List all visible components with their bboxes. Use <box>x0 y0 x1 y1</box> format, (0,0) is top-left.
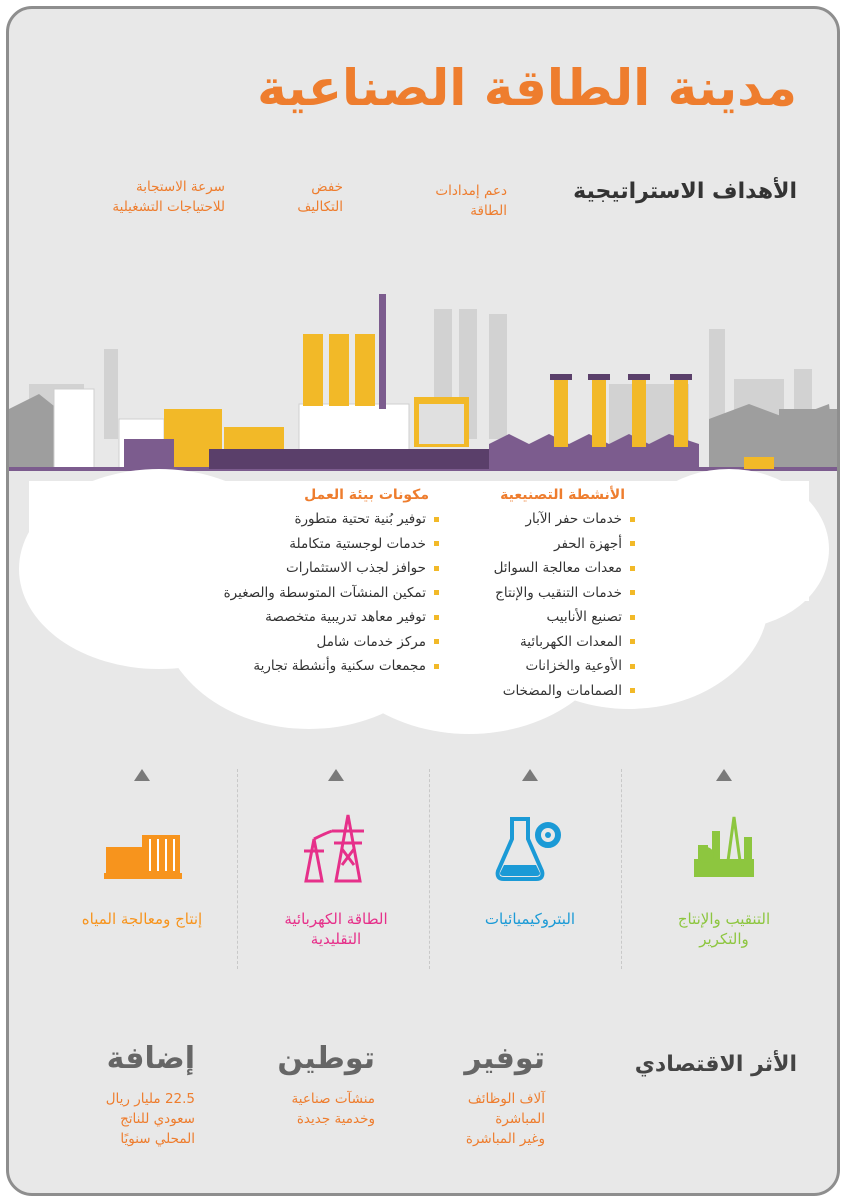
sector-label: إنتاج ومعالجة المياه <box>81 910 203 928</box>
page-title: مدينة الطاقة الصناعية <box>257 59 797 117</box>
bullet-icon <box>630 566 635 571</box>
bullet-icon <box>630 590 635 595</box>
refinery-icon <box>684 809 764 889</box>
impact-desc: منشآت صناعية وخدمية جديدة <box>291 1091 375 1127</box>
bullet-icon <box>630 541 635 546</box>
bullet-icon <box>630 615 635 620</box>
bullet-icon <box>630 664 635 669</box>
sector-label: الطاقة الكهربائية التقليدية <box>284 910 388 948</box>
bullet-icon <box>434 517 439 522</box>
bullet-icon <box>630 517 635 522</box>
list-item: خدمات لوجستية متكاملة <box>224 532 439 557</box>
bullet-icon <box>434 541 439 546</box>
impact-title: توفير <box>464 1041 545 1076</box>
impact-heading: الأثر الاقتصادي <box>634 1052 797 1077</box>
goal-line: التكاليف <box>297 199 343 215</box>
manufacturing-heading: الأنشطة التصنيعية <box>500 487 625 503</box>
sector-exploration <box>629 769 819 969</box>
list-item: تصنيع الأنابيب <box>494 605 635 630</box>
bullet-icon <box>630 688 635 693</box>
list-item: تمكين المنشآت المتوسطة والصغيرة <box>224 581 439 606</box>
list-item: مجمعات سكنية وأنشطة تجارية <box>224 654 439 679</box>
goal-line: دعم إمدادات <box>435 183 507 199</box>
environment-list <box>224 507 439 679</box>
power-tower-icon <box>296 809 376 889</box>
bullet-icon <box>630 639 635 644</box>
flask-gear-icon <box>490 809 570 889</box>
water-tank-icon <box>102 809 182 889</box>
environment-heading: مكونات بيئة العمل <box>304 487 429 503</box>
bullet-icon <box>434 664 439 669</box>
list-item: خدمات حفر الآبار <box>494 507 635 532</box>
goal-line: الطاقة <box>470 203 507 219</box>
sector-label: التنقيب والإنتاج والتكرير <box>677 910 771 948</box>
impact-desc: آلاف الوظائف المباشرة وغير المباشرة <box>465 1091 545 1147</box>
triangle-icon <box>716 769 732 781</box>
list-item: المعدات الكهربائية <box>494 630 635 655</box>
sector-water <box>47 769 237 969</box>
list-item: حوافز لجذب الاستثمارات <box>224 556 439 581</box>
bullet-icon <box>434 590 439 595</box>
triangle-icon <box>134 769 150 781</box>
triangle-icon <box>522 769 538 781</box>
list-item: خدمات التنقيب والإنتاج <box>494 581 635 606</box>
goals-heading: الأهداف الاستراتيجية <box>573 179 797 204</box>
manufacturing-list <box>494 507 635 703</box>
sector-label: البتروكيميائيات <box>484 910 576 928</box>
infographic-frame <box>6 6 840 1196</box>
goal-line: خفض <box>311 179 343 195</box>
triangle-icon <box>328 769 344 781</box>
list-item: الأوعية والخزانات <box>494 654 635 679</box>
sector-power <box>241 769 431 969</box>
impact-title: توطين <box>277 1041 375 1076</box>
impact-desc: 22.5 مليار ريال سعودي للناتج المحلي سنويًا <box>105 1091 195 1147</box>
list-item: توفير بُنية تحتية متطورة <box>224 507 439 532</box>
list-item: أجهزة الحفر <box>494 532 635 557</box>
bullet-icon <box>434 566 439 571</box>
goal-line: سرعة الاستجابة <box>135 179 225 195</box>
goal-line: للاحتياجات التشغيلية <box>112 199 225 215</box>
list-item: توفير معاهد تدريبية متخصصة <box>224 605 439 630</box>
list-item: الصمامات والمضخات <box>494 679 635 704</box>
list-item: مركز خدمات شامل <box>224 630 439 655</box>
divider <box>237 769 238 969</box>
bullet-icon <box>434 615 439 620</box>
list-item: معدات معالجة السوائل <box>494 556 635 581</box>
bullet-icon <box>434 639 439 644</box>
impact-title: إضافة <box>106 1041 195 1076</box>
sector-petrochemicals <box>435 769 625 969</box>
